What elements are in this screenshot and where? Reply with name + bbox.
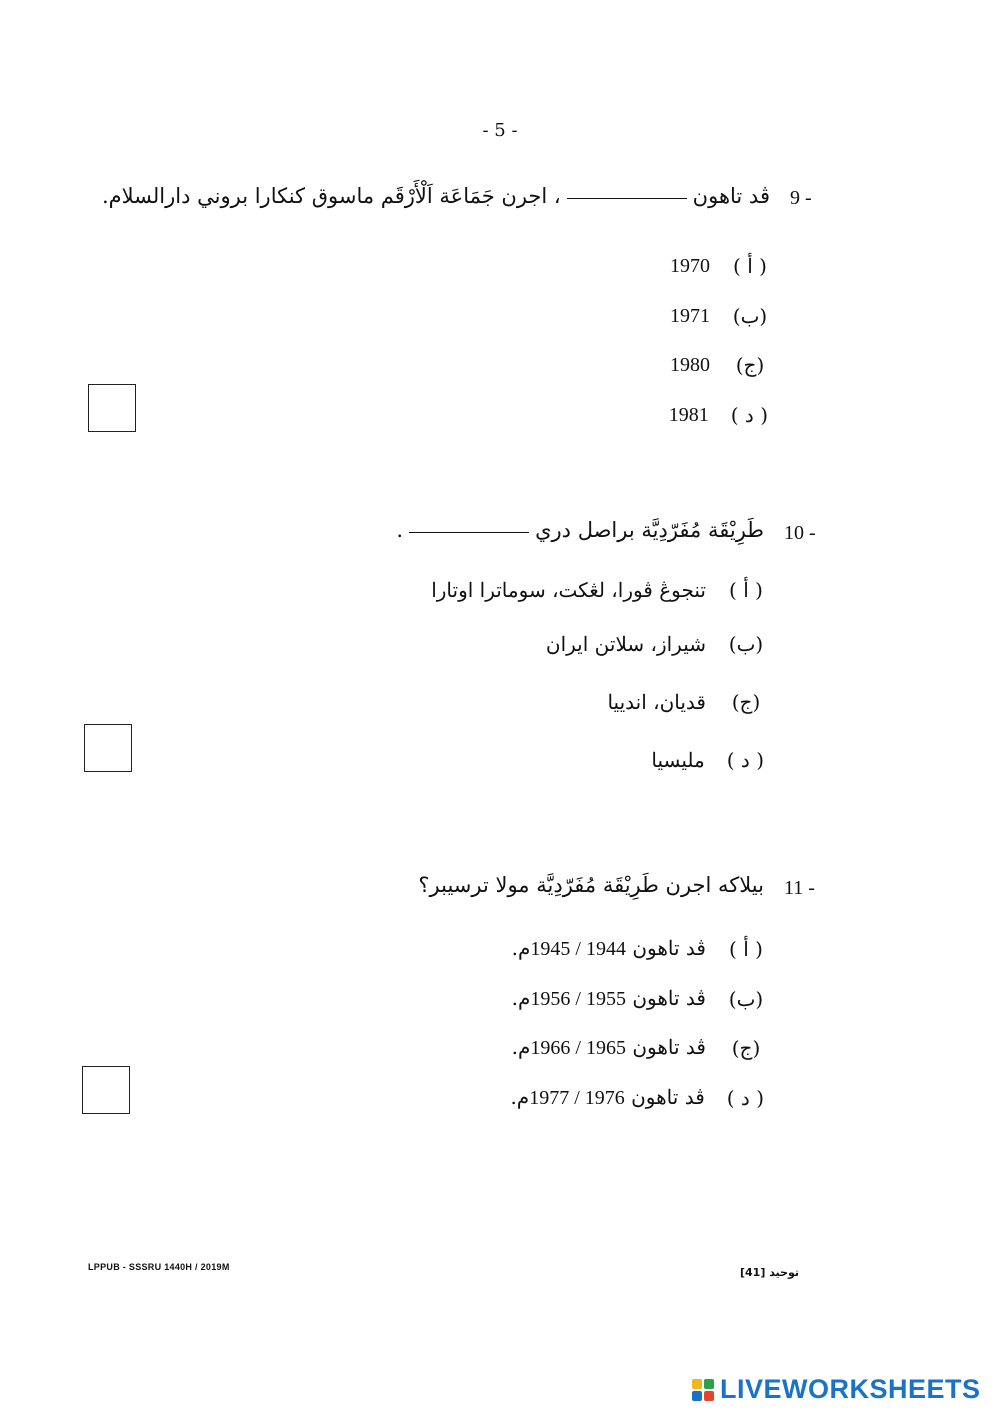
option-letter: (ب) <box>732 304 768 328</box>
option-suffix: م. <box>510 1085 530 1109</box>
option-b <box>512 986 764 1011</box>
option-letter: ( أ ) <box>729 578 763 602</box>
question-text-after: ، اجرن جَمَاعَة اَلْأَرْقَم ماسوق كنكارا بروني دارالسلام. <box>101 184 561 208</box>
answer-box[interactable] <box>82 1066 130 1114</box>
option-years: 1965 / 1966 <box>530 1037 626 1059</box>
option-letter: (ج) <box>731 690 761 714</box>
option-years: 1976 / 1977 <box>529 1087 625 1109</box>
option-letter: ( أ ) <box>729 936 763 961</box>
option-text <box>512 1035 706 1060</box>
option-letter: ( د ) <box>730 403 768 427</box>
liveworksheets-logo-icon <box>692 1379 714 1401</box>
question-text: بيلاکه اجرن طَرِيْقَة مُفَرّدِيَّة مولا ترسيبر؟ <box>418 873 764 897</box>
answer-blank <box>567 197 687 199</box>
liveworksheets-brand <box>692 1374 981 1405</box>
option-d <box>510 1085 764 1110</box>
option-text <box>512 936 706 961</box>
option-letter: (ب) <box>728 632 764 656</box>
question-number: 10 - <box>784 522 816 544</box>
option-b <box>670 304 768 328</box>
option-letter: ( أ ) <box>733 254 767 278</box>
footer-right: توحيد [41] <box>740 1266 799 1279</box>
option-letter: (ب) <box>728 986 764 1011</box>
option-letter: ( د ) <box>726 1085 764 1110</box>
question-text-before: ڤد تاهون <box>692 184 770 208</box>
option-suffix: م. <box>511 936 531 960</box>
option-text: شيراز، سلاتن ايران <box>545 632 706 656</box>
option-text: مليسيا <box>651 748 705 772</box>
brand-name: LIVEWORKSHEETS <box>720 1374 981 1404</box>
page-number: - 5 - <box>482 120 518 141</box>
option-letter: (ج) <box>735 353 765 377</box>
option-suffix: م. <box>511 986 531 1010</box>
question-text <box>396 518 764 542</box>
option-prefix: ڤد تاهون <box>632 986 706 1010</box>
option-prefix: ڤد تاهون <box>632 936 706 960</box>
option-b <box>546 632 764 656</box>
option-a <box>670 254 768 278</box>
option-letter: ( د ) <box>726 748 764 772</box>
option-text <box>512 986 706 1011</box>
option-years: 1955 / 1956 <box>530 988 626 1010</box>
option-letter: (ج) <box>731 1035 761 1060</box>
question-text-after: . <box>396 518 404 542</box>
option-a <box>431 578 764 602</box>
option-text: قديان، اندييا <box>607 690 706 714</box>
option-suffix: م. <box>511 1035 531 1059</box>
option-years: 1944 / 1945 <box>530 938 626 960</box>
option-prefix: ڤد تاهون <box>632 1035 706 1059</box>
option-c <box>512 1035 764 1060</box>
answer-box[interactable] <box>84 724 132 772</box>
option-c <box>670 353 768 377</box>
option-d <box>669 403 768 427</box>
footer-left: LPPUB - SSSRU 1440H / 2019M <box>88 1262 230 1272</box>
answer-blank <box>409 531 529 533</box>
option-text <box>510 1085 704 1110</box>
question-number: 11 - <box>784 877 815 899</box>
answer-box[interactable] <box>88 384 136 432</box>
option-text: 1980 <box>670 353 710 376</box>
option-text: 1970 <box>670 254 710 277</box>
option-text: 1981 <box>668 403 709 426</box>
question-text <box>102 184 770 208</box>
option-d <box>651 748 764 772</box>
option-c <box>607 690 764 714</box>
question-text-before: طَرِيْقَة مُفَرّدِيَّة براصل دري <box>535 518 764 542</box>
option-a <box>512 936 764 961</box>
question-number: 9 - <box>790 187 812 209</box>
option-text: تنجوڠ ڤورا، لڠكت، سوماترا اوتارا <box>431 578 706 602</box>
option-text: 1971 <box>670 304 710 327</box>
option-prefix: ڤد تاهون <box>631 1085 705 1109</box>
